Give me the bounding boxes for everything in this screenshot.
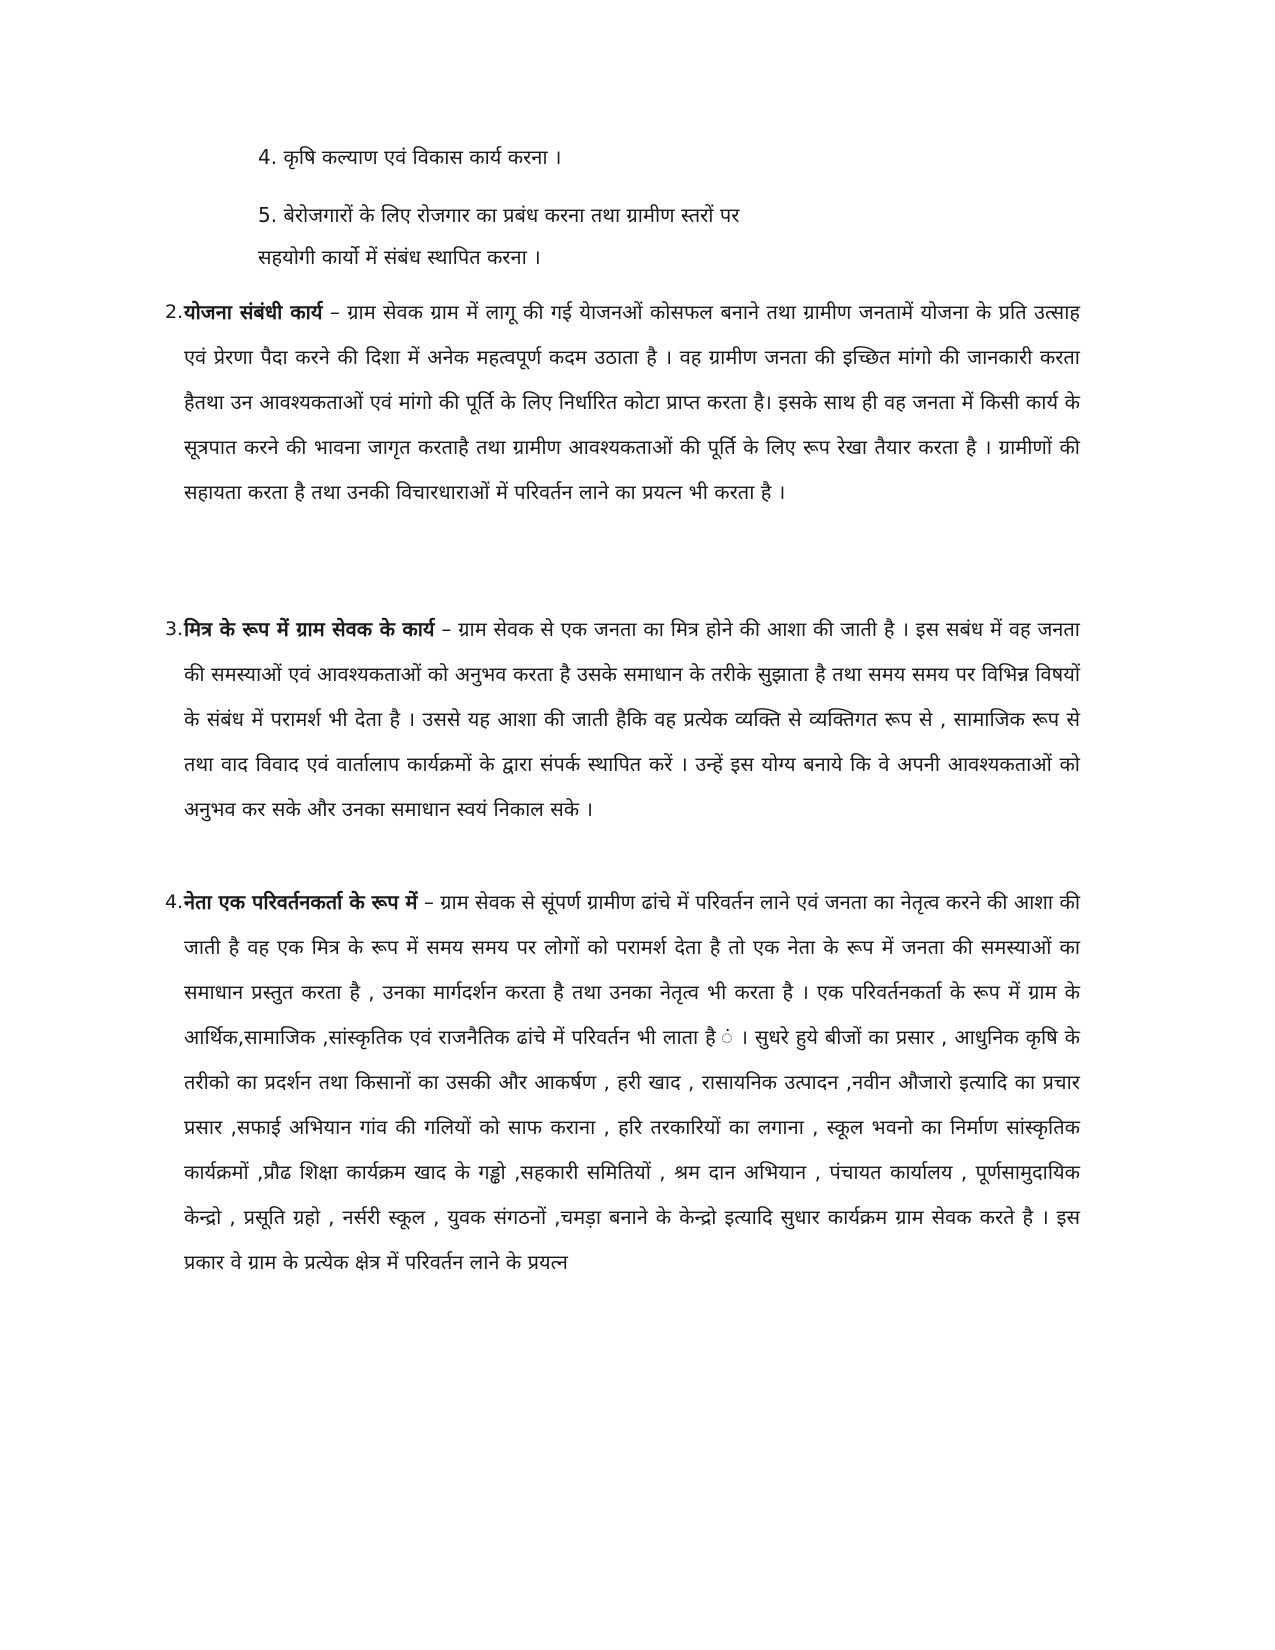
list-item-number: 5. <box>258 203 278 227</box>
section-leader-change-agent <box>165 880 1080 1285</box>
section-paragraph <box>184 607 1080 832</box>
list-item <box>258 202 739 228</box>
list-item <box>258 144 562 170</box>
section-text: – ग्राम सेवक ग्राम में लागू की गई येाजनओं कोसफल बनाने तथा ग्रामीण जनतामें योजना के प्रति उत्साह एवं प्रेरणा पैदा करने की दिशा में अनेक महत्वपूर्ण कदम उठाता है । वह ग्रामीण जनता की इच्छित मांगो की जानकारी करता हैतथा उन आवश्यकताओं एवं मांगो की पूर्ति के लिए निर्धारित कोटा प्राप्त करता है। इसके साथ ही वह जनता में किसी कार्य के सूत्रपात करने की भावना जागृत करताहै तथा ग्रामीण आवश्यकताओं की पूर्ति के लिए रूप रेखा तैयार करता है । ग्रामीणों की सहायता करता है तथा उनकी विचारधाराओं में परिवर्तन लाने का प्रयत्न भी करता है । <box>184 300 1080 504</box>
list-item-text: कृषि कल्याण एवं विकास कार्य करना । <box>283 145 562 169</box>
section-number: 3. <box>165 618 184 640</box>
list-item-continuation <box>258 244 541 270</box>
section-heading: नेता एक परिवर्तनकर्ता के रूप में <box>184 890 418 914</box>
section-friend-role <box>165 607 1080 832</box>
section-heading: योजना संबंधी कार्य <box>184 300 323 324</box>
list-item-number: 4. <box>258 145 278 169</box>
section-number: 4. <box>165 891 184 913</box>
section-heading: मित्र के रूप में ग्राम सेवक के कार्य <box>184 617 435 641</box>
list-item-text: बेरोजगारों के लिए रोजगार का प्रबंध करना तथा ग्रामीण स्तरों पर <box>283 203 740 227</box>
section-text: – ग्राम सेवक से सूंपर्ण ग्रामीण ढांचे में परिवर्तन लाने एवं जनता का नेतृत्व करने की आशा की जाती है वह एक मित्र के रूप में समय समय पर लोगों को परामर्श देता है तो एक नेता के रूप में जनता की समस्याओं का समाधान प्रस्तुत करता है , उनका मार्गदर्शन करता है तथा उनका नेतृत्व भी करता है । एक परिवर्तनकर्ता के रूप में ग्राम के आर्थिक,सामाजिक ,सांस्कृतिक एवं राजनैतिक ढांचे में परिवर्तन भी लाता है ं । सुधरे हुये बीजों का प्रसार , आधुनिक कृषि के तरीको का प्रदर्शन तथा किसानों का उसकी और आकर्षण , हरी खाद , रासायनिक उत्पादन ,नवीन औजारो इत्यादि का प्रचार प्रसार ,सफाई अभियान गांव की गलियों को साफ कराना , हरि तरकारियों का लगाना , स्कूल भवनो का निर्माण सांस्कृतिक कार्यक्रमों ,प्रौढ शिक्षा कार्यक्रम खाद के गड्ढो ,सहकारी समितियों , श्रम दान अभियान , पंचायत कार्यालय , पूर्णसामुदायिक केन्द्रो , प्रसूति ग्रहो , नर्सरी स्कूल , युवक संगठनों ,चमड़ा बनाने के केन्द्रो इत्यादि सुधार कार्यक्रम ग्राम सेवक करते है । इस प्रकार वे ग्राम के प्रत्येक क्षेत्र में परिवर्तन लाने के प्रयत्न <box>184 890 1080 1274</box>
section-text: – ग्राम सेवक से एक जनता का मित्र होने की आशा की जाती है । इस सबंध में वह जनता की समस्याओं एवं आवश्यकताओं को अनुभव करता है उसके समाधान के तरीके सुझाता है तथा समय समय पर विभिन्न विषयों के संबंध में परामर्श भी देता है । उससे यह आशा की जाती हैकि वह प्रत्येक व्यक्ति से व्यक्तिगत रूप से , सामाजिक रूप से तथा वाद विवाद एवं वार्तालाप कार्यक्रमों के द्वारा संपर्क स्थापित करें । उन्हें इस योग्य बनाये कि वे अपनी आवश्यकताओं को अनुभव कर सके और उनका समाधान स्वयं निकाल सके । <box>184 617 1080 821</box>
section-paragraph <box>184 290 1080 515</box>
section-planning-work <box>165 290 1080 515</box>
section-number: 2. <box>165 301 184 323</box>
section-paragraph <box>184 880 1080 1285</box>
list-item-text: सहयोगी कार्यो में संबंध स्थापित करना । <box>258 245 541 269</box>
